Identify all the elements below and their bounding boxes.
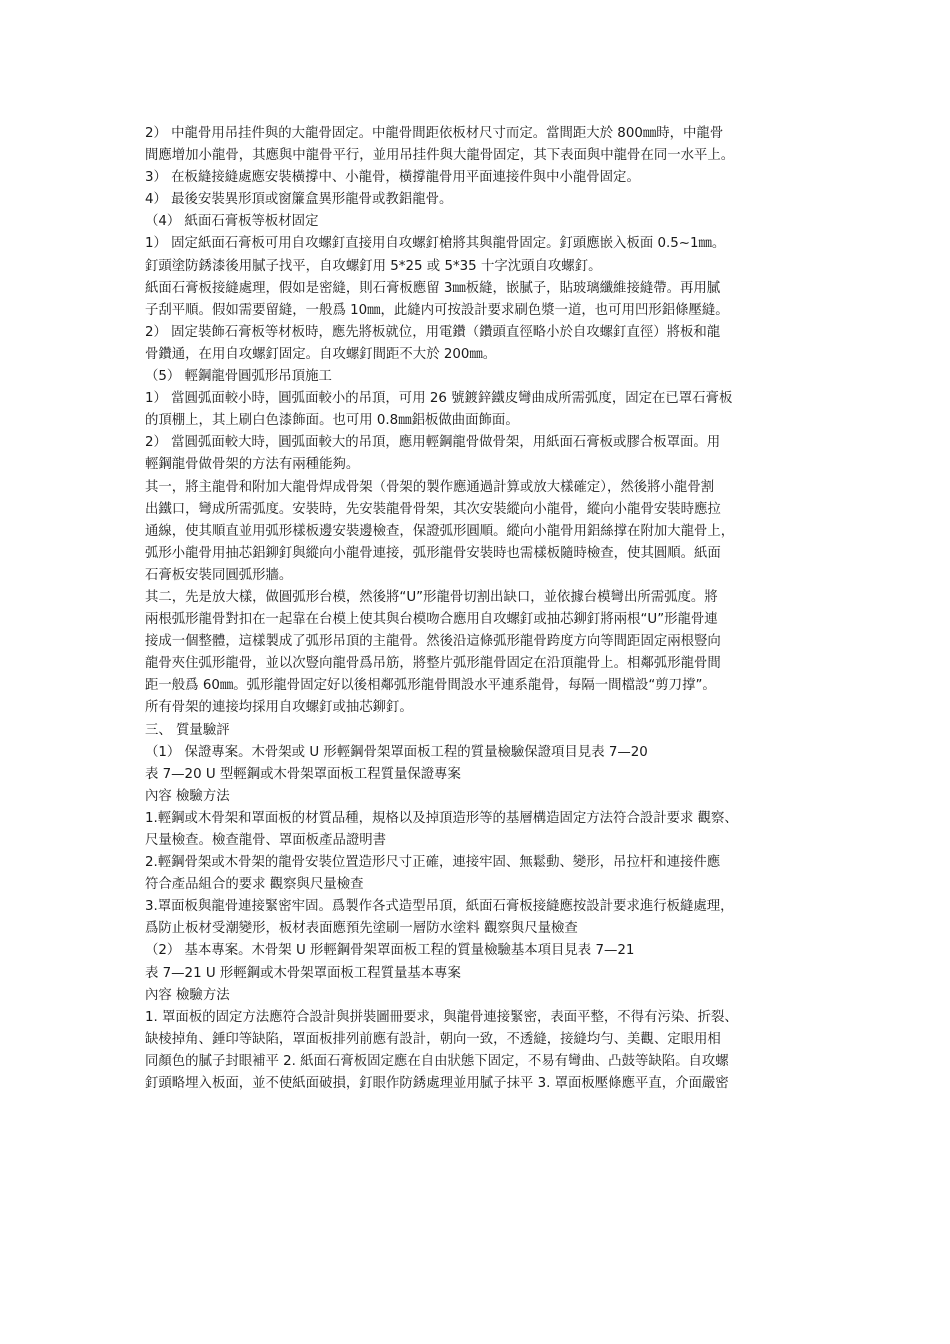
text-line: 骨鑽通，在用自攻螺釘固定。自攻螺釘間距不大於 200㎜。 — [145, 346, 497, 362]
text-line: 距一般爲 60㎜。弧形龍骨固定好以後相鄰弧形龍骨間設水平連系龍骨，每隔一間檔設“剪刀撑”。 — [145, 678, 716, 694]
text-line: 紙面石膏板接縫處理，假如是密縫，則石膏板應留 3㎜板縫，嵌膩子，貼玻璃纖維接縫帶。再用膩 — [145, 280, 721, 296]
text-line: 子刮平順。假如需要留縫，一般爲 10㎜，此縫内可按設計要求刷色漿一道，也可用凹形鋁條壓縫。 — [145, 302, 729, 318]
text-line: 3.罩面板與龍骨連接緊密牢固。爲製作各式造型吊頂，紙面石膏板接縫應按設計要求進行板縫處理， — [145, 899, 734, 915]
text-line: 2） 中龍骨用吊挂件與的大龍骨固定。中龍骨間距依板材尺寸而定。當間距大於 800㎜時，中龍骨 — [145, 126, 724, 141]
text-line: 2） 當圓弧面較大時，圓弧面較大的吊頂，應用輕鋼龍骨做骨架，用紙面石膏板或膠合板罩面。用 — [145, 435, 721, 451]
text-line: 爲防止板材受潮變形，板材表面應預先塗刷一層防水塗料 觀察與尺量檢查 — [145, 921, 578, 937]
document-body — [145, 123, 815, 1095]
text-line: 其二，先是放大樣，做圓弧形台模，然後將“U”形龍骨切割出缺口，並依據台模彎出所需弧度。將 — [145, 589, 718, 605]
text-line: 表 7—20 U 型輕鋼或木骨架罩面板工程質量保證專案 — [145, 766, 461, 782]
text-line: 所有骨架的連接均採用自攻螺釘或抽芯鉚釘。 — [145, 700, 413, 716]
text-line: （4） 紙面石膏板等板材固定 — [145, 214, 319, 230]
text-line: 內容 檢驗方法 — [145, 987, 230, 1003]
text-line: 尺量檢查。檢查龍骨、罩面板產品證明書 — [145, 833, 387, 848]
text-line: 1. 罩面板的固定方法應符合設計與拼裝圖冊要求，與龍骨連接緊密，表面平整，不得有污染、折裂、 — [145, 1009, 738, 1025]
text-line: 1.輕鋼或木骨架和罩面板的材質品種，規格以及掉頂造形等的基層構造固定方法符合設計要求 觀察、 — [145, 810, 738, 826]
text-line: 龍骨夾住弧形龍骨，並以次豎向龍骨爲吊筋，將整片弧形龍骨固定在沿頂龍骨上。相鄰弧形龍骨間 — [145, 656, 721, 672]
text-line: 1） 固定紙面石膏板可用自攻螺釘直接用自攻螺釘槍將其與龍骨固定。釘頭應嵌入板面 0.5~1㎜。 — [145, 236, 726, 252]
text-line: 表 7—21 U 形輕鋼或木骨架罩面板工程質量基本專案 — [145, 965, 461, 981]
text-line: 符合產品組合的要求 觀察與尺量檢查 — [145, 877, 364, 893]
text-line: 其一，將主龍骨和附加大龍骨焊成骨架（骨架的製作應通過計算或放大樣確定），然後將小龍骨割 — [145, 479, 715, 495]
text-line: 3） 在板縫接縫處應安裝橫撐中、小龍骨，橫撐龍骨用平面連接件與中小龍骨固定。 — [145, 170, 640, 186]
text-line: 通線，使其順直並用弧形樣板邊安裝邊檢查，保證弧形圓順。縱向小龍骨用鋁絲撑在附加大龍骨上， — [145, 523, 735, 539]
text-line: 出鐵口，彎成所需弧度。安裝時，先安裝龍骨骨架，其次安裝縱向小龍骨，縱向小龍骨安裝時應拉 — [145, 501, 721, 517]
text-line: 兩根弧形龍骨對扣在一起靠在台模上使其與台模吻合應用自攻螺釘或抽芯鉚釘將兩根“U”形龍骨連 — [145, 612, 718, 628]
text-line: 2） 固定裝飾石膏板等材板時，應先將板就位，用電鑽（鑽頭直徑略小於自攻螺釘直徑）將板和龍 — [145, 324, 721, 340]
text-line: 1） 當圓弧面較小時，圓弧面較小的吊頂，可用 26 號鍍鋅鐵皮彎曲成所需弧度，固定在已罩石膏板 — [145, 391, 733, 407]
text-line: 的頂棚上，其上刷白色漆飾面。也可用 0.8㎜鋁板做曲面飾面。 — [145, 413, 519, 429]
text-line: 接成一個整體，這樣製成了弧形吊頂的主龍骨。然後沿這條弧形龍骨跨度方向等間距固定兩根豎向 — [145, 634, 721, 650]
text-line: 同顏色的膩子封眼補平 2. 紙面石膏板固定應在自由狀態下固定，不易有彎曲、凸鼓等缺陷。自攻螺 — [145, 1053, 729, 1069]
text-line: 缺棱掉角、錘印等缺陷，罩面板排列前應有設計，朝向一致，不透縫，接縫均勻、美觀、定眼用相 — [145, 1031, 721, 1047]
text-line: 4） 最後安裝異形頂或窗簾盒異形龍骨或教鋁龍骨。 — [145, 192, 453, 208]
text-line: （2） 基本專案。木骨架 U 形輕鋼骨架罩面板工程的質量檢驗基本項目見表 7—21 — [145, 943, 635, 959]
text-line: （5） 輕鋼龍骨圓弧形吊頂施工 — [145, 369, 332, 385]
text-line: 釘頭塗防銹漆後用膩子找平，自攻螺釘用 5*25 或 5*35 十字沈頭自攻螺釘。 — [145, 258, 602, 274]
text-line: 2.輕鋼骨架或木骨架的龍骨安裝位置造形尺寸正確，連接牢固、無鬆動、變形，吊拉杆和連接件應 — [145, 855, 721, 871]
text-line: 輕鋼龍骨做骨架的方法有兩種能夠。 — [145, 457, 360, 473]
text-line: 弧形小龍骨用抽芯鋁鉚釘與縱向小龍骨連接，弧形龍骨安裝時也需樣板隨時檢查，使其圓順。紙面 — [145, 545, 721, 561]
text-line: 石膏板安裝同圓弧形牆。 — [145, 567, 293, 583]
text-line: 間應增加小龍骨，其應與中龍骨平行，並用吊挂件與大龍骨固定，其下表面與中龍骨在同一水平上。 — [145, 148, 735, 164]
text-line: 釘頭略埋入板面，並不使紙面破損，釘眼作防銹處理並用膩子抹平 3. 罩面板壓條應平直，介面嚴密 — [145, 1076, 729, 1092]
text-line: 內容 檢驗方法 — [145, 788, 230, 804]
text-line: （1） 保證專案。木骨架或 U 形輕鋼骨架罩面板工程的質量檢驗保證項目見表 7—20 — [145, 744, 648, 760]
text-line: 三、 質量驗評 — [145, 722, 230, 738]
